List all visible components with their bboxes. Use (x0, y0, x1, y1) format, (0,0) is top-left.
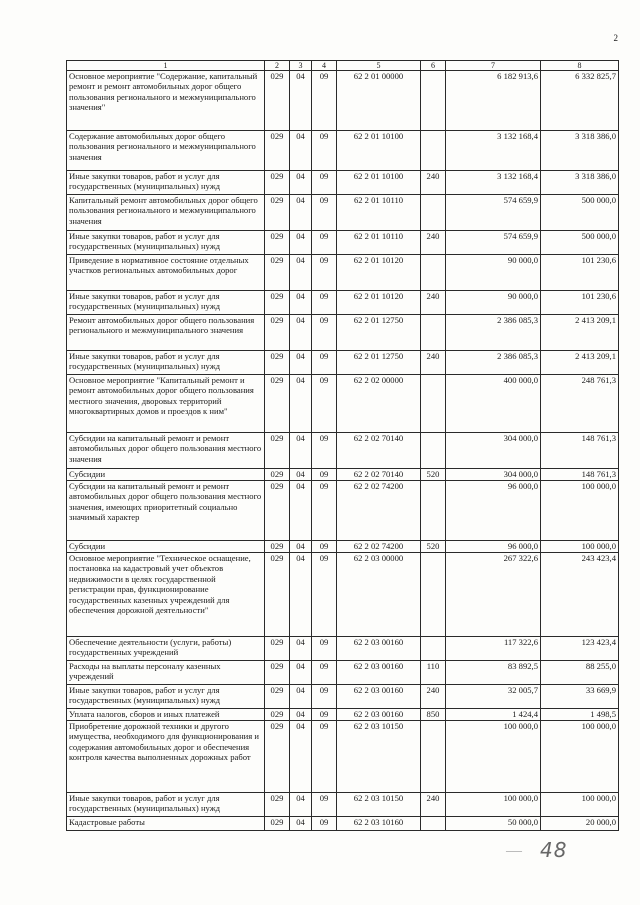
row-target-article: 62 2 03 00160 (337, 637, 421, 661)
row-section: 04 (290, 709, 312, 721)
table-row (67, 433, 619, 469)
row-name: Субсидии (67, 541, 265, 553)
row-amount-year2: 248 761,3 (541, 375, 619, 433)
row-ministry-code: 029 (265, 171, 290, 195)
row-subsection: 09 (312, 171, 337, 195)
row-amount-year2: 2 413 209,1 (541, 315, 619, 351)
row-name: Ремонт автомобильных дорог общего пользования регионального и межмуниципального значения (67, 315, 265, 351)
row-amount-year2: 148 761,3 (541, 433, 619, 469)
row-section: 04 (290, 171, 312, 195)
row-target-article: 62 2 01 10120 (337, 291, 421, 315)
table-row (67, 131, 619, 171)
row-name: Иные закупки товаров, работ и услуг для государственных (муниципальных) нужд (67, 171, 265, 195)
row-target-article: 62 2 01 00000 (337, 71, 421, 131)
row-amount-year1: 574 659,9 (446, 231, 541, 255)
row-amount-year2: 20 000,0 (541, 817, 619, 831)
row-ministry-code: 029 (265, 709, 290, 721)
row-ministry-code: 029 (265, 553, 290, 637)
table-row (67, 481, 619, 541)
row-expense-type: 850 (421, 709, 446, 721)
row-subsection: 09 (312, 469, 337, 481)
row-subsection: 09 (312, 721, 337, 793)
row-subsection: 09 (312, 375, 337, 433)
row-amount-year1: 304 000,0 (446, 433, 541, 469)
row-ministry-code: 029 (265, 375, 290, 433)
row-expense-type (421, 375, 446, 433)
row-amount-year2: 88 255,0 (541, 661, 619, 685)
row-ministry-code: 029 (265, 291, 290, 315)
row-amount-year1: 400 000,0 (446, 375, 541, 433)
row-ministry-code: 029 (265, 231, 290, 255)
row-ministry-code: 029 (265, 541, 290, 553)
row-amount-year2: 6 332 825,7 (541, 71, 619, 131)
row-ministry-code: 029 (265, 661, 290, 685)
row-name: Иные закупки товаров, работ и услуг для государственных (муниципальных) нужд (67, 793, 265, 817)
row-name: Иные закупки товаров, работ и услуг для государственных (муниципальных) нужд (67, 351, 265, 375)
row-ministry-code: 029 (265, 817, 290, 831)
row-ministry-code: 029 (265, 721, 290, 793)
row-subsection: 09 (312, 255, 337, 291)
row-subsection: 09 (312, 637, 337, 661)
row-subsection: 09 (312, 661, 337, 685)
row-target-article: 62 2 03 00160 (337, 685, 421, 709)
row-subsection: 09 (312, 195, 337, 231)
row-section: 04 (290, 315, 312, 351)
handwritten-page-signature: 48 (540, 838, 568, 862)
row-name: Иные закупки товаров, работ и услуг для государственных (муниципальных) нужд (67, 231, 265, 255)
row-expense-type (421, 481, 446, 541)
signature-dash: —— (506, 846, 522, 855)
row-expense-type: 240 (421, 231, 446, 255)
col-header-2: 2 (265, 61, 290, 71)
row-ministry-code: 029 (265, 131, 290, 171)
row-expense-type (421, 553, 446, 637)
row-amount-year1: 1 424,4 (446, 709, 541, 721)
page-number: 2 (613, 33, 618, 43)
row-name: Приобретение дорожной техники и другого имущества, необходимого для функционирования и содержания автомобильных дорог и обеспечения контроля качества выполненных дорожных работ (67, 721, 265, 793)
row-subsection: 09 (312, 433, 337, 469)
row-name: Содержание автомобильных дорог общего пользования регионального и межмуниципального значения (67, 131, 265, 171)
row-subsection: 09 (312, 541, 337, 553)
row-subsection: 09 (312, 817, 337, 831)
row-amount-year2: 2 413 209,1 (541, 351, 619, 375)
row-amount-year2: 123 423,4 (541, 637, 619, 661)
row-section: 04 (290, 685, 312, 709)
table-body (67, 71, 619, 831)
row-subsection: 09 (312, 793, 337, 817)
row-section: 04 (290, 433, 312, 469)
row-expense-type (421, 255, 446, 291)
col-header-5: 5 (337, 61, 421, 71)
row-amount-year1: 50 000,0 (446, 817, 541, 831)
row-target-article: 62 2 03 00160 (337, 661, 421, 685)
row-name: Расходы на выплаты персоналу казенных учреждений (67, 661, 265, 685)
row-amount-year1: 3 132 168,4 (446, 131, 541, 171)
row-target-article: 62 2 03 00000 (337, 553, 421, 637)
row-name: Субсидии (67, 469, 265, 481)
table-row (67, 685, 619, 709)
row-amount-year1: 90 000,0 (446, 255, 541, 291)
row-section: 04 (290, 255, 312, 291)
row-subsection: 09 (312, 481, 337, 541)
row-name: Основное мероприятие "Техническое оснащение, постановка на кадастровый учет объектов недвижимости в целях государственной регистрации прав, функционирование государственных казенных учреждений для обеспечения дорожной деятельности" (67, 553, 265, 637)
table-row (67, 375, 619, 433)
row-amount-year2: 500 000,0 (541, 231, 619, 255)
row-amount-year2: 1 498,5 (541, 709, 619, 721)
row-section: 04 (290, 637, 312, 661)
table-row (67, 661, 619, 685)
row-expense-type (421, 433, 446, 469)
row-subsection: 09 (312, 709, 337, 721)
row-expense-type: 520 (421, 469, 446, 481)
row-subsection: 09 (312, 231, 337, 255)
row-target-article: 62 2 02 70140 (337, 433, 421, 469)
row-amount-year1: 96 000,0 (446, 481, 541, 541)
row-ministry-code: 029 (265, 469, 290, 481)
row-amount-year1: 32 005,7 (446, 685, 541, 709)
row-subsection: 09 (312, 553, 337, 637)
row-section: 04 (290, 351, 312, 375)
row-subsection: 09 (312, 291, 337, 315)
row-amount-year1: 90 000,0 (446, 291, 541, 315)
budget-table (66, 60, 619, 831)
table-row (67, 171, 619, 195)
row-name: Обеспечение деятельности (услуги, работы) государственных учреждений (67, 637, 265, 661)
row-amount-year1: 267 322,6 (446, 553, 541, 637)
table-row (67, 793, 619, 817)
col-header-3: 3 (290, 61, 312, 71)
row-amount-year1: 2 386 085,3 (446, 351, 541, 375)
row-target-article: 62 2 01 10110 (337, 195, 421, 231)
row-section: 04 (290, 195, 312, 231)
row-section: 04 (290, 721, 312, 793)
row-name: Иные закупки товаров, работ и услуг для государственных (муниципальных) нужд (67, 291, 265, 315)
row-amount-year2: 243 423,4 (541, 553, 619, 637)
row-expense-type: 240 (421, 351, 446, 375)
row-section: 04 (290, 71, 312, 131)
row-target-article: 62 2 01 12750 (337, 315, 421, 351)
table-row (67, 231, 619, 255)
row-ministry-code: 029 (265, 351, 290, 375)
row-amount-year1: 6 182 913,6 (446, 71, 541, 131)
row-target-article: 62 2 02 70140 (337, 469, 421, 481)
row-name: Капитальный ремонт автомобильных дорог общего пользования регионального и межмуниципального значения (67, 195, 265, 231)
row-amount-year2: 33 669,9 (541, 685, 619, 709)
row-section: 04 (290, 661, 312, 685)
row-name: Иные закупки товаров, работ и услуг для государственных (муниципальных) нужд (67, 685, 265, 709)
row-ministry-code: 029 (265, 793, 290, 817)
row-subsection: 09 (312, 351, 337, 375)
row-amount-year2: 3 318 386,0 (541, 131, 619, 171)
row-expense-type: 240 (421, 171, 446, 195)
row-section: 04 (290, 231, 312, 255)
row-target-article: 62 2 01 10110 (337, 231, 421, 255)
row-amount-year2: 3 318 386,0 (541, 171, 619, 195)
row-amount-year1: 3 132 168,4 (446, 171, 541, 195)
row-expense-type (421, 817, 446, 831)
row-target-article: 62 2 01 12750 (337, 351, 421, 375)
row-section: 04 (290, 291, 312, 315)
table-row (67, 315, 619, 351)
row-subsection: 09 (312, 71, 337, 131)
row-amount-year1: 100 000,0 (446, 721, 541, 793)
row-section: 04 (290, 375, 312, 433)
row-target-article: 62 2 03 10150 (337, 793, 421, 817)
row-amount-year2: 148 761,3 (541, 469, 619, 481)
row-section: 04 (290, 553, 312, 637)
row-name: Кадастровые работы (67, 817, 265, 831)
row-amount-year2: 101 230,6 (541, 255, 619, 291)
row-section: 04 (290, 481, 312, 541)
row-name: Субсидии на капитальный ремонт и ремонт автомобильных дорог общего пользования местного значения, имеющих приоритетный социально значимый характер (67, 481, 265, 541)
row-name: Основное мероприятие "Капитальный ремонт и ремонт автомобильных дорог общего пользования местного значения, дворовых территорий многоквартирных домов и проездов к ним" (67, 375, 265, 433)
row-target-article: 62 2 01 10100 (337, 131, 421, 171)
row-amount-year1: 117 322,6 (446, 637, 541, 661)
row-expense-type (421, 131, 446, 171)
row-target-article: 62 2 03 10150 (337, 721, 421, 793)
row-amount-year1: 2 386 085,3 (446, 315, 541, 351)
row-name: Уплата налогов, сборов и иных платежей (67, 709, 265, 721)
row-ministry-code: 029 (265, 481, 290, 541)
row-amount-year2: 500 000,0 (541, 195, 619, 231)
row-amount-year1: 304 000,0 (446, 469, 541, 481)
row-ministry-code: 029 (265, 315, 290, 351)
row-expense-type (421, 71, 446, 131)
row-expense-type: 240 (421, 291, 446, 315)
row-section: 04 (290, 469, 312, 481)
row-subsection: 09 (312, 685, 337, 709)
row-ministry-code: 029 (265, 255, 290, 291)
table-row (67, 541, 619, 553)
row-expense-type (421, 315, 446, 351)
row-amount-year2: 101 230,6 (541, 291, 619, 315)
table-row (67, 291, 619, 315)
col-header-4: 4 (312, 61, 337, 71)
row-expense-type (421, 721, 446, 793)
row-name: Приведение в нормативное состояние отдельных участков региональных автомобильных дорог (67, 255, 265, 291)
row-subsection: 09 (312, 315, 337, 351)
row-section: 04 (290, 793, 312, 817)
table-row (67, 255, 619, 291)
row-amount-year2: 100 000,0 (541, 541, 619, 553)
row-ministry-code: 029 (265, 685, 290, 709)
row-target-article: 62 2 03 00160 (337, 709, 421, 721)
column-number-row (67, 61, 619, 71)
row-amount-year1: 100 000,0 (446, 793, 541, 817)
row-amount-year1: 574 659,9 (446, 195, 541, 231)
row-amount-year1: 96 000,0 (446, 541, 541, 553)
row-ministry-code: 029 (265, 433, 290, 469)
row-expense-type: 240 (421, 685, 446, 709)
row-amount-year1: 83 892,5 (446, 661, 541, 685)
table-row (67, 195, 619, 231)
row-ministry-code: 029 (265, 637, 290, 661)
row-amount-year2: 100 000,0 (541, 721, 619, 793)
row-target-article: 62 2 01 10120 (337, 255, 421, 291)
row-target-article: 62 2 02 74200 (337, 481, 421, 541)
col-header-1: 1 (67, 61, 265, 71)
table-row (67, 351, 619, 375)
row-expense-type (421, 195, 446, 231)
row-target-article: 62 2 02 00000 (337, 375, 421, 433)
row-ministry-code: 029 (265, 195, 290, 231)
table-row (67, 709, 619, 721)
table-row (67, 637, 619, 661)
row-expense-type: 240 (421, 793, 446, 817)
table-row (67, 553, 619, 637)
row-amount-year2: 100 000,0 (541, 481, 619, 541)
row-section: 04 (290, 817, 312, 831)
row-section: 04 (290, 131, 312, 171)
table-row (67, 721, 619, 793)
row-subsection: 09 (312, 131, 337, 171)
row-name: Субсидии на капитальный ремонт и ремонт автомобильных дорог общего пользования местного значения (67, 433, 265, 469)
table-row (67, 71, 619, 131)
row-expense-type: 110 (421, 661, 446, 685)
row-target-article: 62 2 03 10160 (337, 817, 421, 831)
row-name: Основное мероприятие "Содержание, капитальный ремонт и ремонт автомобильных дорог общего пользования регионального и межмуниципального значения" (67, 71, 265, 131)
row-expense-type: 520 (421, 541, 446, 553)
row-target-article: 62 2 02 74200 (337, 541, 421, 553)
row-ministry-code: 029 (265, 71, 290, 131)
row-target-article: 62 2 01 10100 (337, 171, 421, 195)
col-header-8: 8 (541, 61, 619, 71)
row-expense-type (421, 637, 446, 661)
col-header-7: 7 (446, 61, 541, 71)
table-row (67, 817, 619, 831)
col-header-6: 6 (421, 61, 446, 71)
row-amount-year2: 100 000,0 (541, 793, 619, 817)
table-row (67, 469, 619, 481)
row-section: 04 (290, 541, 312, 553)
